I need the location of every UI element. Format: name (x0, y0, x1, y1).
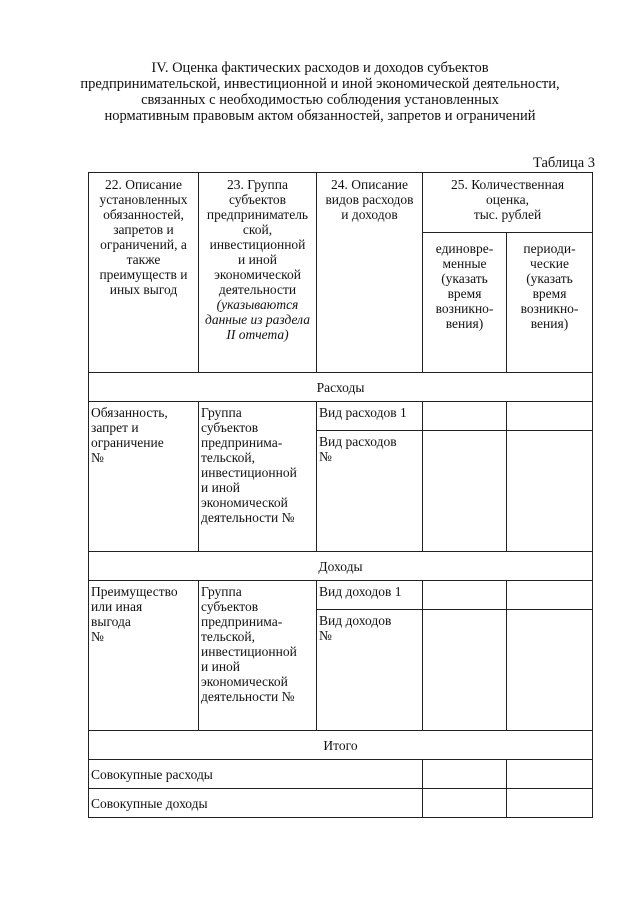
header-col-23-note (201, 297, 314, 342)
header-col-25 (423, 173, 593, 233)
text-line: (указываются (216, 297, 299, 312)
text-line: субъектов (201, 599, 259, 614)
text-line: инвестиционной (201, 465, 297, 480)
report-table (88, 172, 593, 818)
header-col-25-one-time (423, 233, 507, 373)
total-income-one-time-cell (423, 789, 507, 818)
text-line: Вид расходов (319, 434, 397, 449)
text-line: экономической (214, 267, 301, 282)
text-line: предпринима- (201, 614, 283, 629)
text-line: вения) (445, 316, 484, 331)
expense-type-1-one-time-cell (423, 402, 507, 431)
text-line: периоди- (523, 241, 576, 256)
text-line: (указать (526, 271, 573, 286)
text-line: запрет и (91, 420, 139, 435)
text-line: (указать (441, 271, 488, 286)
expenses-obligation-cell (89, 402, 199, 552)
text-line: № (319, 449, 332, 464)
text-line: ской, (242, 222, 273, 237)
text-line: и иной (201, 480, 241, 495)
text-line: ческие (530, 256, 569, 271)
text-line: преимуществ и (99, 267, 188, 282)
text-line: деятельности № (201, 510, 295, 525)
text-line: Обязанность, (91, 405, 168, 420)
text-line: ограничений, а (100, 237, 187, 252)
text-line: и иной (201, 659, 241, 674)
text-line: Группа (201, 405, 242, 420)
text-line: инвестиционной (201, 644, 297, 659)
text-line: время (532, 286, 567, 301)
text-line: № (91, 450, 104, 465)
text-line: тельской, (201, 450, 255, 465)
text-line: или иная (91, 599, 143, 614)
text-line: Группа (201, 584, 242, 599)
text-line: видов расходов (325, 192, 414, 207)
heading-line-2: предпринимательской, инвестиционной и иной экономической деятельности, (80, 76, 560, 92)
text-line: оценка, (486, 192, 529, 207)
text-line: обязанностей, (103, 207, 184, 222)
text-line: тельской, (201, 629, 255, 644)
income-type-1-periodic-cell (507, 581, 593, 610)
text-line: 23. Группа (227, 177, 288, 192)
text-line: Преимущество (91, 584, 178, 599)
text-line: возникно- (435, 301, 494, 316)
text-line: экономической (201, 495, 288, 510)
text-line: 24. Описание (330, 177, 409, 192)
text-line: время (447, 286, 482, 301)
total-income-label: Совокупные доходы (89, 789, 423, 818)
text-line: субъектов (228, 192, 287, 207)
total-expenses-one-time-cell (423, 760, 507, 789)
expense-type-1-periodic-cell (507, 402, 593, 431)
section-total-title: Итого (89, 731, 593, 760)
section-heading (60, 60, 580, 124)
text-line: и иной (237, 252, 278, 267)
text-line: возникно- (520, 301, 579, 316)
text-line: Вид доходов (319, 613, 392, 628)
income-group-cell (199, 581, 317, 731)
text-line: данные из раздела (205, 312, 310, 327)
text-line: вения) (530, 316, 569, 331)
text-line: менные (442, 256, 487, 271)
header-col-23 (199, 173, 317, 373)
text-line: тыс. рублей (473, 207, 542, 222)
header-col-22 (89, 173, 199, 373)
heading-line-4: нормативным правовым актом обязанностей, запретов и ограничений (104, 108, 536, 124)
total-income-periodic-cell (507, 789, 593, 818)
text-line: иных выгод (109, 282, 178, 297)
text-line: предприниматель (206, 207, 309, 222)
total-expenses-periodic-cell (507, 760, 593, 789)
text-line: экономической (201, 674, 288, 689)
expense-type-n (317, 431, 423, 552)
heading-line-1: IV. Оценка фактических расходов и доходов субъектов (151, 60, 489, 76)
text-line: деятельности № (201, 689, 295, 704)
income-type-1: Вид доходов 1 (317, 581, 423, 610)
text-line: ограничение (91, 435, 164, 450)
text-line: установленных (99, 192, 188, 207)
heading-line-3: связанных с необходимостью соблюдения установленных (141, 92, 499, 108)
text-line: единовре- (435, 241, 494, 256)
income-type-n (317, 610, 423, 731)
income-type-n-one-time-cell (423, 610, 507, 731)
text-line: 22. Описание (104, 177, 183, 192)
table-label: Таблица 3 (532, 155, 595, 171)
text-line: субъектов (201, 420, 259, 435)
income-type-n-periodic-cell (507, 610, 593, 731)
text-line: № (319, 628, 332, 643)
expense-type-1: Вид расходов 1 (317, 402, 423, 431)
expense-type-n-periodic-cell (507, 431, 593, 552)
total-expenses-label: Совокупные расходы (89, 760, 423, 789)
income-type-1-one-time-cell (423, 581, 507, 610)
expenses-group-cell (199, 402, 317, 552)
text-line: инвестиционной (209, 237, 306, 252)
text-line: 25. Количественная (450, 177, 565, 192)
expense-type-n-one-time-cell (423, 431, 507, 552)
text-line: № (91, 629, 104, 644)
text-line: запретов и (113, 222, 174, 237)
header-col-25-periodic (507, 233, 593, 373)
text-line: и доходов (341, 207, 398, 222)
header-col-24 (317, 173, 423, 373)
text-line: предпринима- (201, 435, 283, 450)
section-expenses-title: Расходы (89, 373, 593, 402)
text-line: деятельности (218, 282, 297, 297)
text-line: II отчета) (226, 327, 289, 342)
text-line: выгода (91, 614, 131, 629)
text-line: также (126, 252, 161, 267)
income-benefit-cell (89, 581, 199, 731)
section-income-title: Доходы (89, 552, 593, 581)
